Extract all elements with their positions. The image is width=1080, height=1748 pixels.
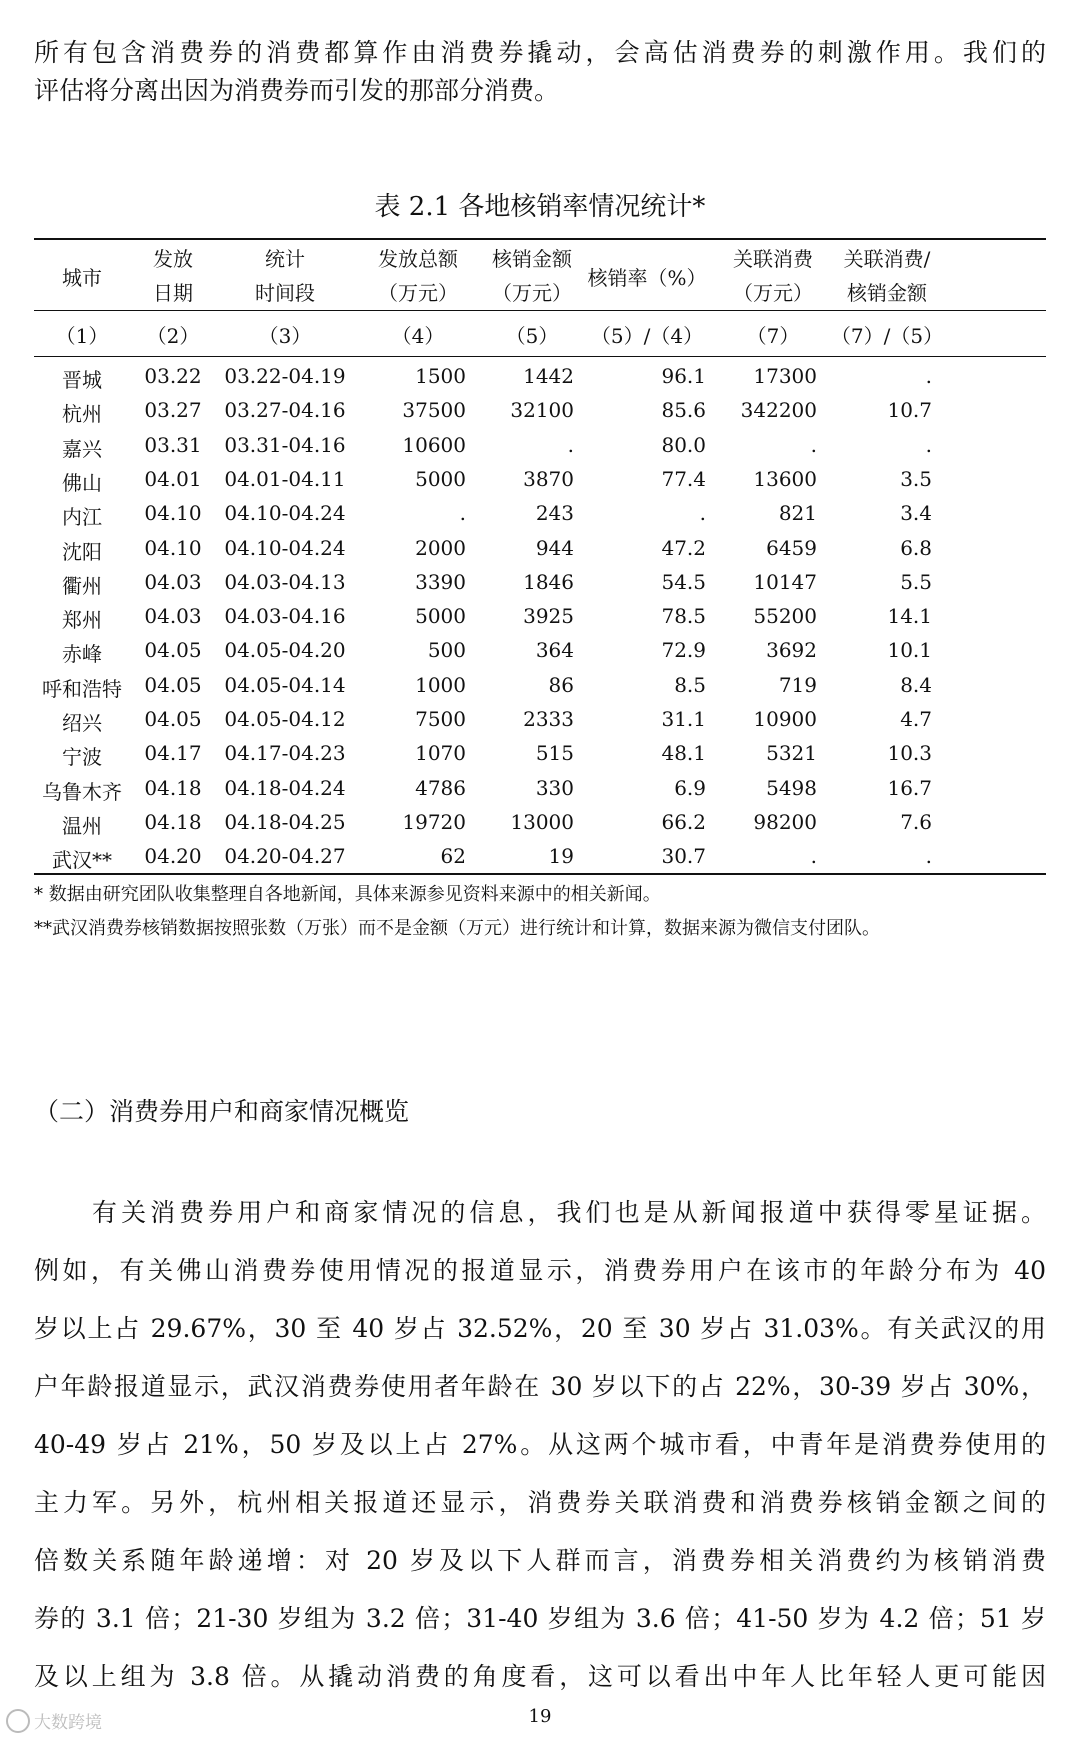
section-heading: （二）消费券用户和商家情况概览 — [34, 1097, 410, 1126]
table-cell: 杭州 — [62, 402, 102, 427]
column-number: （1） — [55, 324, 109, 348]
intro-line: 所有包含消费券的消费都算作由消费券撬动，会高估消费券的刺激作用。我们的 — [34, 38, 1046, 67]
table-cell: 04.18-04.24 — [224, 775, 346, 800]
table-cell: 10.3 — [887, 741, 932, 766]
table-cell: 8.4 — [900, 672, 932, 697]
table-cell: 48.1 — [661, 741, 706, 766]
table-cell: . — [459, 501, 466, 526]
table-cell: . — [567, 432, 574, 457]
table-cell: 6459 — [766, 535, 817, 560]
table-cell: 04.10 — [144, 535, 202, 560]
table-cell: 嘉兴 — [62, 436, 102, 461]
column-header: 统计 — [265, 247, 305, 271]
column-header: 核销金额 — [847, 281, 927, 305]
table-cell: . — [925, 364, 932, 388]
table-cell: 6.9 — [674, 775, 706, 800]
table-cell: 1000 — [415, 672, 466, 697]
column-header: 核销率（%） — [587, 266, 707, 290]
table-cell: 衢州 — [62, 573, 102, 598]
table-cell: 2333 — [523, 707, 574, 731]
body-line: 有关消费券用户和商家情况的信息，我们也是从新闻报道中获得零星证据。 — [34, 1198, 1046, 1227]
table-cell: 3925 — [523, 604, 574, 629]
table-cell: 3390 — [415, 569, 466, 594]
table-cell: 04.17-04.23 — [224, 741, 346, 766]
table-cell: 10147 — [753, 569, 817, 594]
table-cell: 04.03 — [144, 569, 202, 594]
table-cell: 98200 — [753, 809, 817, 834]
column-number: （2） — [146, 324, 200, 348]
table-cell: 1846 — [523, 569, 574, 594]
table-cell: 04.10-04.24 — [224, 501, 346, 526]
table-cell: 晋城 — [62, 368, 102, 392]
table-cell: 85.6 — [661, 398, 706, 423]
table-cell: 3.5 — [900, 466, 932, 491]
column-header: 时间段 — [255, 281, 315, 305]
table-cell: 342200 — [740, 398, 817, 423]
body-line: 岁以上占 29.67%，30 至 40 岁占 32.52%，20 至 30 岁占 31.03%。有关武汉的用 — [34, 1314, 1046, 1343]
column-header: （万元） — [492, 281, 572, 305]
table-cell: 47.2 — [661, 535, 706, 560]
table-cell: 66.2 — [661, 809, 706, 834]
table-cell: . — [925, 844, 932, 869]
body-line: 及以上组为 3.8 倍。从撬动消费的角度看，这可以看出中年人比年轻人更可能因 — [34, 1662, 1046, 1691]
watermark-logo-icon — [6, 1709, 30, 1733]
table-cell: 04.20-04.27 — [224, 844, 346, 869]
table-cell: 04.05-04.20 — [224, 638, 346, 663]
table-cell: 03.22-04.19 — [224, 364, 346, 388]
table-cell: 4786 — [415, 775, 466, 800]
body-line: 户年龄报道显示，武汉消费券使用者年龄在 30 岁以下的占 22%，30-39 岁占 30%， — [34, 1372, 1046, 1401]
table-top-rule — [34, 238, 1046, 240]
column-number: （3） — [258, 324, 312, 348]
column-number: （5） — [505, 324, 559, 348]
table-cell: 10.7 — [887, 398, 932, 423]
column-number: （7）/（5） — [830, 324, 944, 348]
column-header: 关联消费/ — [843, 247, 931, 271]
table-cell: 3692 — [766, 638, 817, 663]
table-cell: 04.18 — [144, 775, 202, 800]
table-cell: 温州 — [62, 813, 102, 838]
table-cell: 04.03-04.13 — [224, 569, 346, 594]
table-cell: 1442 — [523, 364, 574, 388]
table-cell: 04.20 — [144, 844, 202, 869]
column-header: 关联消费 — [733, 247, 813, 271]
table-title: 表 2.1 各地核销率情况统计* — [374, 192, 706, 222]
table-cell: . — [810, 844, 817, 869]
table-cell: 19720 — [402, 809, 466, 834]
table-cell: 62 — [440, 844, 466, 869]
table-cell: 7500 — [415, 707, 466, 731]
table-bottom-rule — [34, 873, 1046, 875]
table-cell: 821 — [778, 501, 817, 526]
table-cell: 1070 — [415, 741, 466, 766]
table-cell: 3.4 — [900, 501, 932, 526]
table-cell: 17300 — [753, 364, 817, 388]
watermark — [6, 1708, 102, 1733]
table-cell: 330 — [535, 775, 574, 800]
table-cell: 04.03-04.16 — [224, 604, 346, 629]
table-cell: 16.7 — [887, 775, 932, 800]
table-cell: 04.01-04.11 — [224, 466, 346, 491]
body-paragraph — [34, 1184, 1046, 1706]
body-line: 例如，有关佛山消费券使用情况的报道显示，消费券用户在该市的年龄分布为 40 — [34, 1256, 1046, 1285]
table-header-rule — [34, 310, 1046, 311]
column-header: （万元） — [378, 281, 458, 305]
table-cell: 郑州 — [62, 608, 102, 633]
watermark-text: 大数跨境 — [34, 1713, 102, 1733]
column-number: （7） — [746, 324, 800, 348]
table-cell: . — [810, 432, 817, 457]
page-number: 19 — [528, 1706, 552, 1727]
table-cell: 04.03 — [144, 604, 202, 629]
intro-line: 评估将分离出因为消费券而引发的那部分消费。 — [34, 76, 560, 105]
table-cell: 绍兴 — [62, 711, 102, 735]
column-header: 城市 — [62, 266, 102, 290]
table-note: **武汉消费券核销数据按照张数（万张）而不是金额（万元）进行统计和计算，数据来源为微信支付团队。 — [34, 918, 880, 939]
table-cell: 13600 — [753, 466, 817, 491]
table-cell: 31.1 — [661, 707, 706, 731]
body-line: 倍数关系随年龄递增：对 20 岁及以下人群而言，消费券相关消费约为核销消费 — [34, 1546, 1046, 1575]
table-cell: 515 — [535, 741, 574, 766]
table-cell: 5498 — [766, 775, 817, 800]
table-cell: 03.27 — [144, 398, 202, 423]
column-header: （万元） — [733, 281, 813, 305]
table-cell: 1500 — [415, 364, 466, 388]
table-cell: 04.10 — [144, 501, 202, 526]
table-cell: 500 — [427, 638, 466, 663]
intro-paragraph — [34, 34, 1046, 110]
column-number: （4） — [391, 324, 445, 348]
table-cell: 719 — [778, 672, 817, 697]
table-cell: 55200 — [753, 604, 817, 629]
table-cell: 04.05 — [144, 672, 202, 697]
table-cell: 03.27-04.16 — [224, 398, 346, 423]
table-note: * 数据由研究团队收集整理自各地新闻，具体来源参见资料来源中的相关新闻。 — [34, 884, 661, 905]
table-cell: 04.18 — [144, 809, 202, 834]
table-numbering-rule — [34, 356, 1046, 357]
table-cell: 77.4 — [661, 466, 706, 491]
table-cell: 3870 — [523, 466, 574, 491]
table-cell: 04.17 — [144, 741, 202, 766]
table-cell: 04.05 — [144, 638, 202, 663]
table-cell: 37500 — [402, 398, 466, 423]
table-cell: 944 — [535, 535, 574, 560]
table-cell: 243 — [535, 501, 574, 526]
body-line: 主力军。另外，杭州相关报道还显示，消费券关联消费和消费券核销金额之间的 — [34, 1488, 1046, 1517]
table-cell: 54.5 — [661, 569, 706, 594]
table-cell: 佛山 — [62, 470, 102, 495]
table-cell: 7.6 — [900, 809, 932, 834]
table-cell: 80.0 — [661, 432, 706, 457]
table-cell: 2000 — [415, 535, 466, 560]
table-cell: 5321 — [766, 741, 817, 766]
column-number: （5）/（4） — [590, 324, 704, 348]
table-cell: 5000 — [415, 466, 466, 491]
table-cell: 04.10-04.24 — [224, 535, 346, 560]
table-cell: 13000 — [510, 809, 574, 834]
column-header: 日期 — [153, 281, 193, 305]
table-cell: 沈阳 — [62, 539, 102, 564]
table-cell: 6.8 — [900, 535, 932, 560]
table-cell: 5000 — [415, 604, 466, 629]
table-cell: 30.7 — [661, 844, 706, 869]
column-header: 核销金额 — [492, 247, 572, 271]
column-header: 发放 — [153, 247, 193, 271]
table-cell: 72.9 — [661, 638, 706, 663]
table-cell: . — [925, 432, 932, 457]
table-cell: 03.31 — [144, 432, 202, 457]
table-cell: 03.22 — [144, 364, 202, 388]
table-cell: 78.5 — [661, 604, 706, 629]
table-cell: 宁波 — [62, 745, 102, 770]
body-line: 40-49 岁占 21%，50 岁及以上占 27%。从这两个城市看，中青年是消费券使用的 — [34, 1430, 1046, 1459]
table-cell: 10.1 — [887, 638, 932, 663]
table-cell: 96.1 — [661, 364, 706, 388]
table-cell: 武汉** — [52, 848, 112, 873]
table-cell: 19 — [548, 844, 574, 869]
table-cell: 呼和浩特 — [42, 676, 122, 701]
table-cell: 04.05-04.14 — [224, 672, 346, 697]
table-cell: 5.5 — [900, 569, 932, 594]
table-cell: 04.05-04.12 — [224, 707, 346, 731]
table-cell: 14.1 — [887, 604, 932, 629]
table-cell: 10600 — [402, 432, 466, 457]
table-cell: 赤峰 — [62, 642, 102, 667]
table-cell: . — [699, 501, 706, 526]
column-header: 发放总额 — [378, 247, 458, 271]
table-cell: 86 — [548, 672, 574, 697]
body-line: 券的 3.1 倍；21-30 岁组为 3.2 倍；31-40 岁组为 3.6 倍；41-50 岁为 4.2 倍；51 岁 — [34, 1604, 1046, 1633]
table-cell: 4.7 — [900, 707, 932, 731]
table-cell: 32100 — [510, 398, 574, 423]
table-cell: 364 — [535, 638, 574, 663]
table-cell: 10900 — [753, 707, 817, 731]
table-cell: 内江 — [62, 505, 102, 530]
table-cell: 8.5 — [674, 672, 706, 697]
table-cell: 乌鲁木齐 — [42, 779, 122, 804]
table-cell: 04.01 — [144, 466, 202, 491]
table-cell: 03.31-04.16 — [224, 432, 346, 457]
table-cell: 04.05 — [144, 707, 202, 731]
table-cell: 04.18-04.25 — [224, 809, 346, 834]
